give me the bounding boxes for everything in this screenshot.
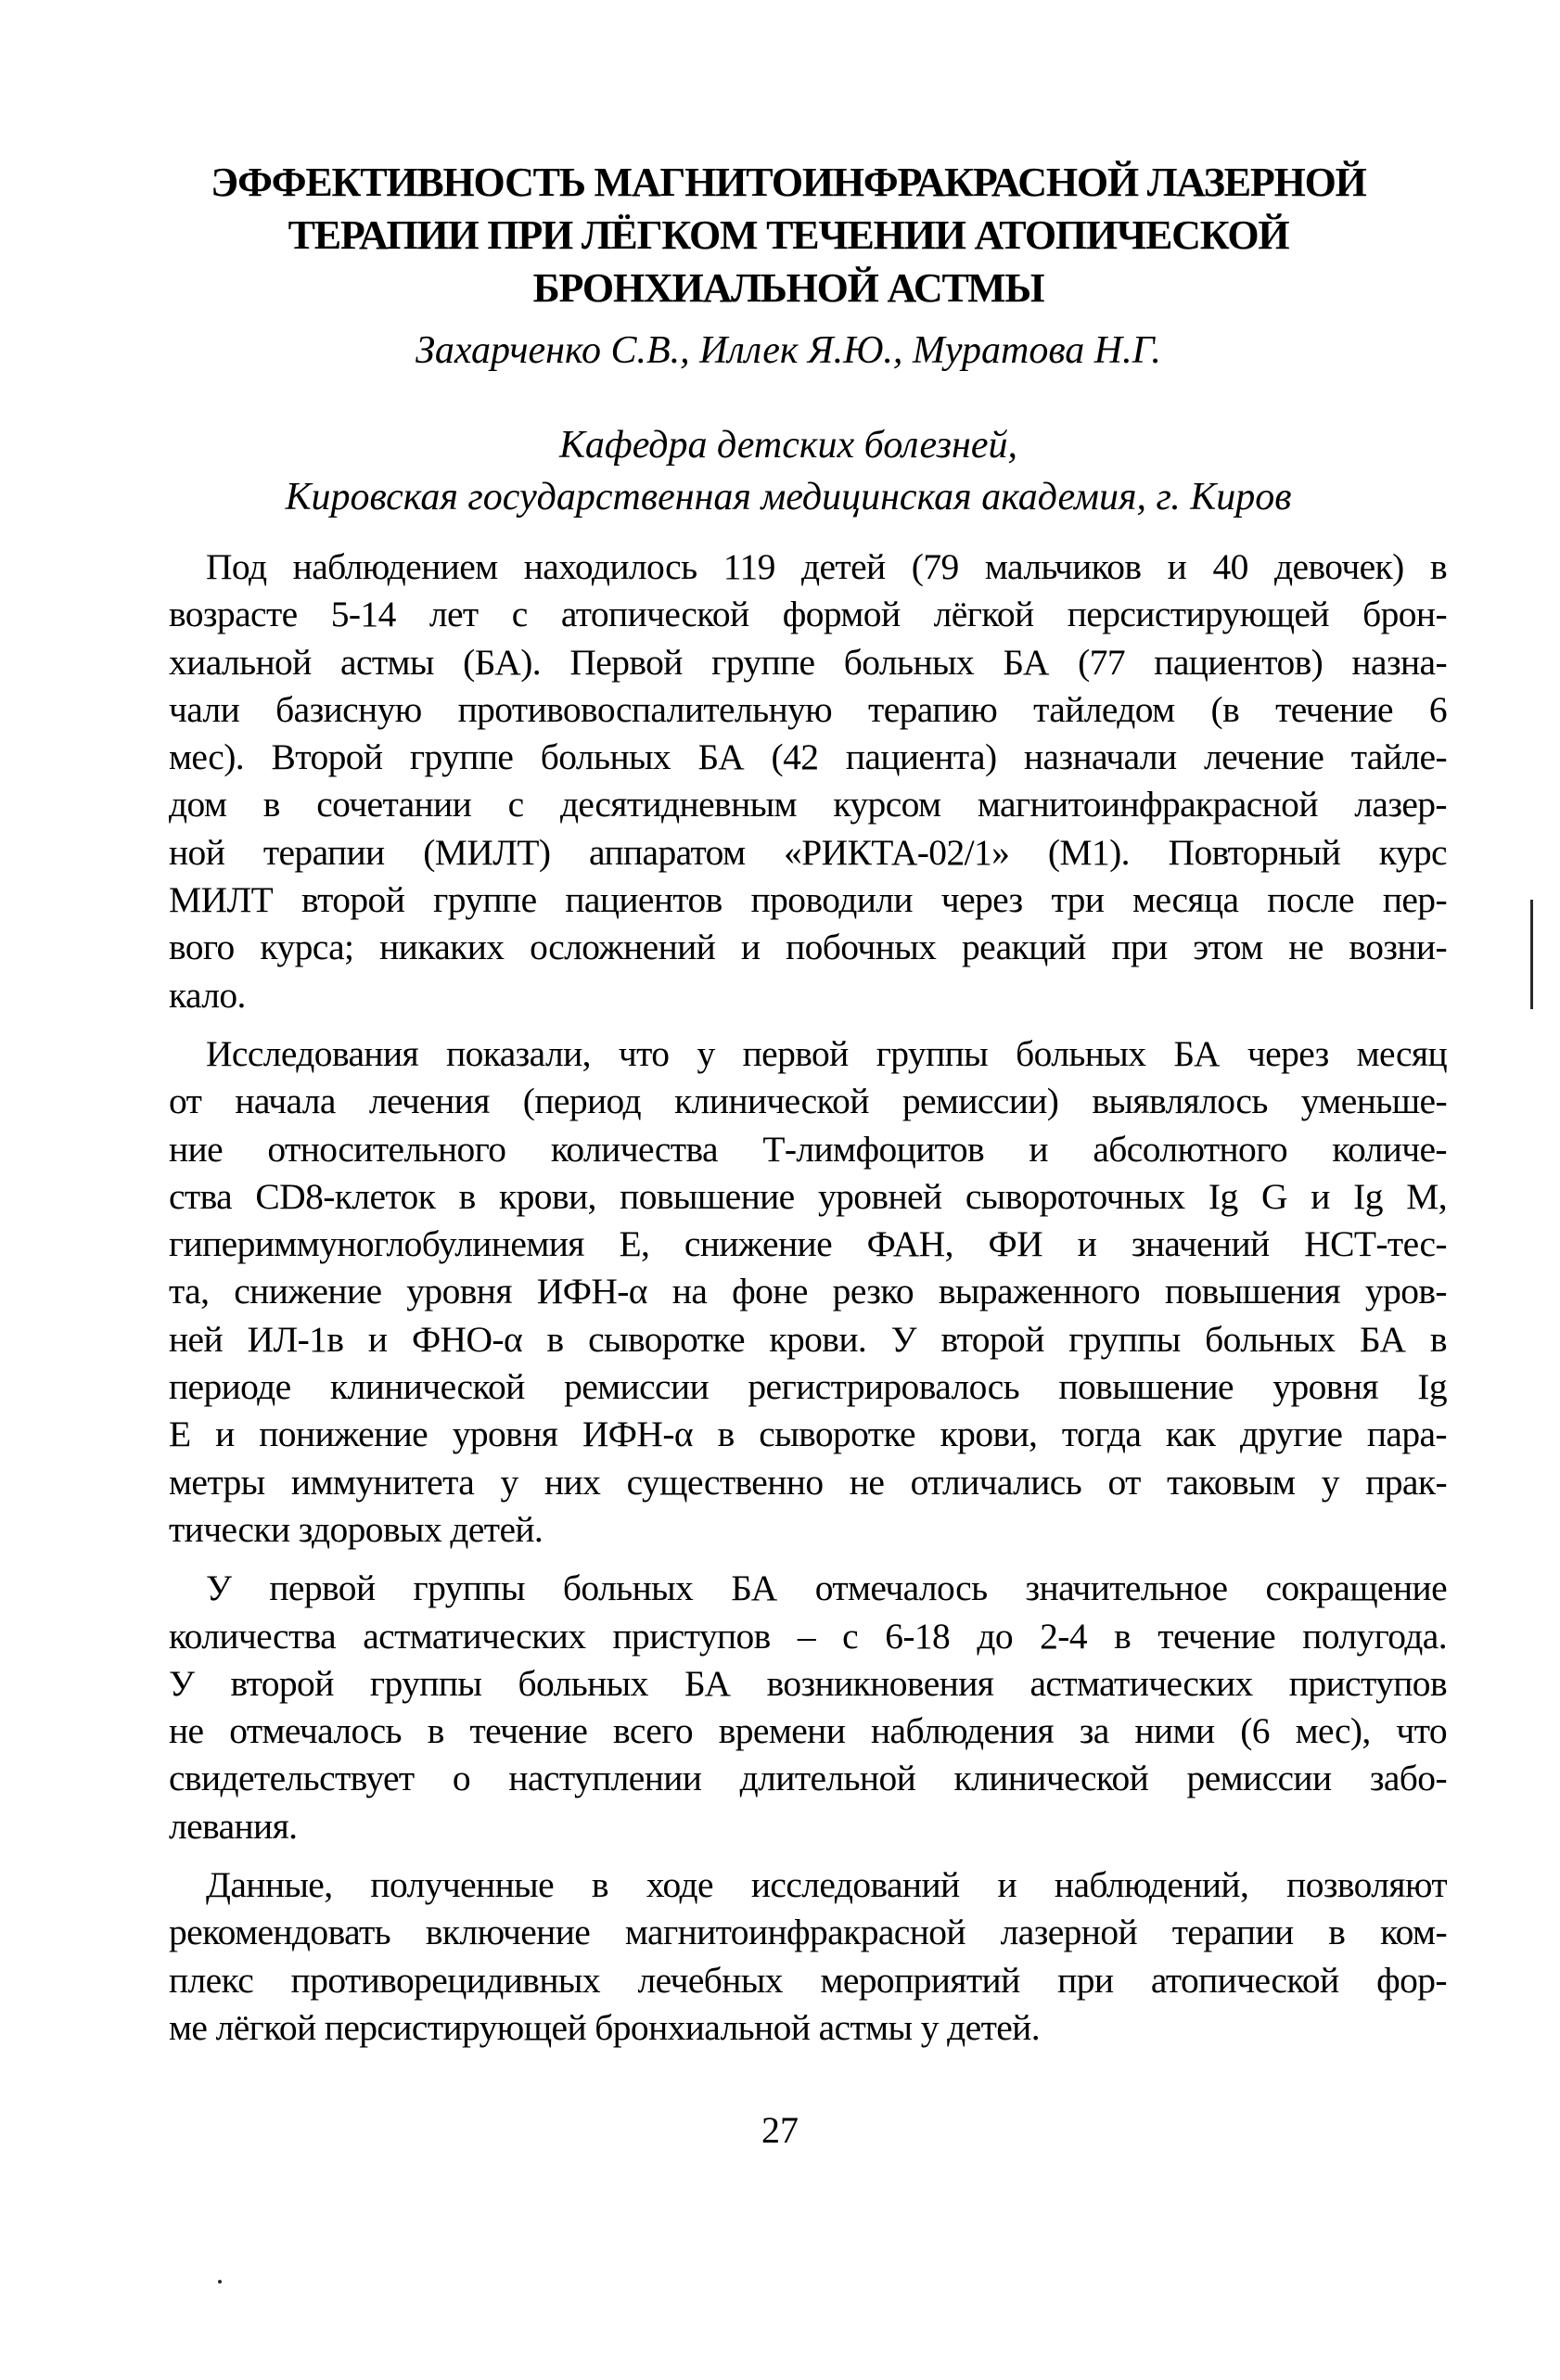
text-line: левания. <box>169 1805 298 1847</box>
page-number: 27 <box>761 2109 799 2151</box>
article-body <box>169 544 1447 2063</box>
text-line: ной терапии (МИЛТ) аппаратом «РИКТА-02/1» (М1). Повторный курс <box>169 831 1447 873</box>
text-line: плекс противорецидивных лечебных мероприятий при атопической фор- <box>169 1959 1447 2001</box>
paragraph <box>169 544 1447 1019</box>
text-line: метры иммунитета у них существенно не отличались от таковым у прак- <box>169 1461 1447 1503</box>
text-line: ства CD8-клеток в крови, повышение уровней сывороточных Ig G и Ig M, <box>169 1175 1447 1217</box>
scan-artifact-line <box>1530 900 1533 1009</box>
text-line: кало. <box>169 974 246 1016</box>
paragraph <box>169 1030 1447 1554</box>
text-line: ние относительного количества Т-лимфоцитов и абсолютного количе- <box>169 1128 1447 1170</box>
title-line: БРОНХИАЛЬНОЙ АСТМЫ <box>532 265 1044 311</box>
text-line: хиальной астмы (БА). Первой группе больных БА (77 пациентов) назна- <box>169 641 1447 683</box>
text-line: мес). Второй группе больных БА (42 пациента) назначали лечение тайле- <box>169 736 1447 778</box>
text-line: Данные, полученные в ходе исследований и наблюдений, позволяют <box>206 1864 1447 1906</box>
text-line: Под наблюдением находилось 119 детей (79 мальчиков и 40 девочек) в <box>206 546 1447 587</box>
text-line: чали базисную противовоспалительную терапию тайледом (в течение 6 <box>169 688 1447 730</box>
text-line: E и понижение уровня ИФН-α в сыворотке крови, тогда как другие пара- <box>169 1414 1447 1455</box>
text-line: тически здоровых детей. <box>169 1508 543 1550</box>
text-line: У первой группы больных БА отмечалось значительное сокращение <box>206 1567 1447 1609</box>
text-line: Исследования показали, что у первой группы больных БА через месяц <box>206 1032 1447 1074</box>
affiliation-line: Кафедра детских болезней, <box>559 424 1017 467</box>
text-line: МИЛТ второй группе пациентов проводили через три месяца после пер- <box>169 879 1447 921</box>
scan-artifact-dot <box>218 2280 222 2284</box>
paragraph <box>169 1565 1447 1850</box>
text-line: ме лёгкой персистирующей бронхиальной астмы у детей. <box>169 2006 1040 2048</box>
text-line: количества астматических приступов – с 6-18 до 2-4 в течение полугода. <box>169 1615 1447 1657</box>
text-line: вого курса; никаких осложнений и побочных реакций при этом не возни- <box>169 927 1447 968</box>
affiliation-line: Кировская государственная медицинская академия, г. Киров <box>285 476 1292 518</box>
title-line: ТЕРАПИИ ПРИ ЛЁГКОМ ТЕЧЕНИИ АТОПИЧЕСКОЙ <box>288 212 1289 258</box>
text-line: гипериммуноглобулинемия Е, снижение ФАН, ФИ и значений НСТ-тес- <box>169 1223 1447 1265</box>
text-line: свидетельствует о наступлении длительной клинической ремиссии забо- <box>169 1758 1447 1799</box>
text-line: дом в сочетании с десятидневным курсом магнитоинфракрасной лазер- <box>169 784 1447 825</box>
text-line: не отмечалось в течение всего времени наблюдения за ними (6 мес), что <box>169 1710 1447 1752</box>
text-line: У второй группы больных БА возникновения астматических приступов <box>169 1662 1447 1704</box>
text-line: от начала лечения (период клинической ремиссии) выявлялось уменьше- <box>169 1081 1447 1122</box>
text-line: рекомендовать включение магнитоинфракрасной лазерной терапии в ком- <box>169 1912 1447 1953</box>
text-line: возрасте 5-14 лет с атопической формой лёгкой персистирующей брон- <box>169 594 1447 635</box>
text-line: ней ИЛ-1в и ФНО-α в сыворотке крови. У второй группы больных БА в <box>169 1318 1447 1360</box>
text-line: та, снижение уровня ИФН-α на фоне резко выраженного повышения уров- <box>169 1271 1447 1312</box>
paragraph <box>169 1862 1447 2052</box>
text-line: периоде клинической ремиссии регистрировалось повышение уровня Ig <box>169 1366 1447 1408</box>
affiliation <box>167 419 1410 523</box>
title-line: ЭФФЕКТИВНОСТЬ МАГНИТОИНФРАКРАСНОЙ ЛАЗЕРНОЙ <box>211 160 1366 205</box>
authors: Захарченко С.В., Иллек Я.Ю., Муратова Н.Г. <box>416 329 1161 372</box>
article-title <box>167 156 1410 314</box>
